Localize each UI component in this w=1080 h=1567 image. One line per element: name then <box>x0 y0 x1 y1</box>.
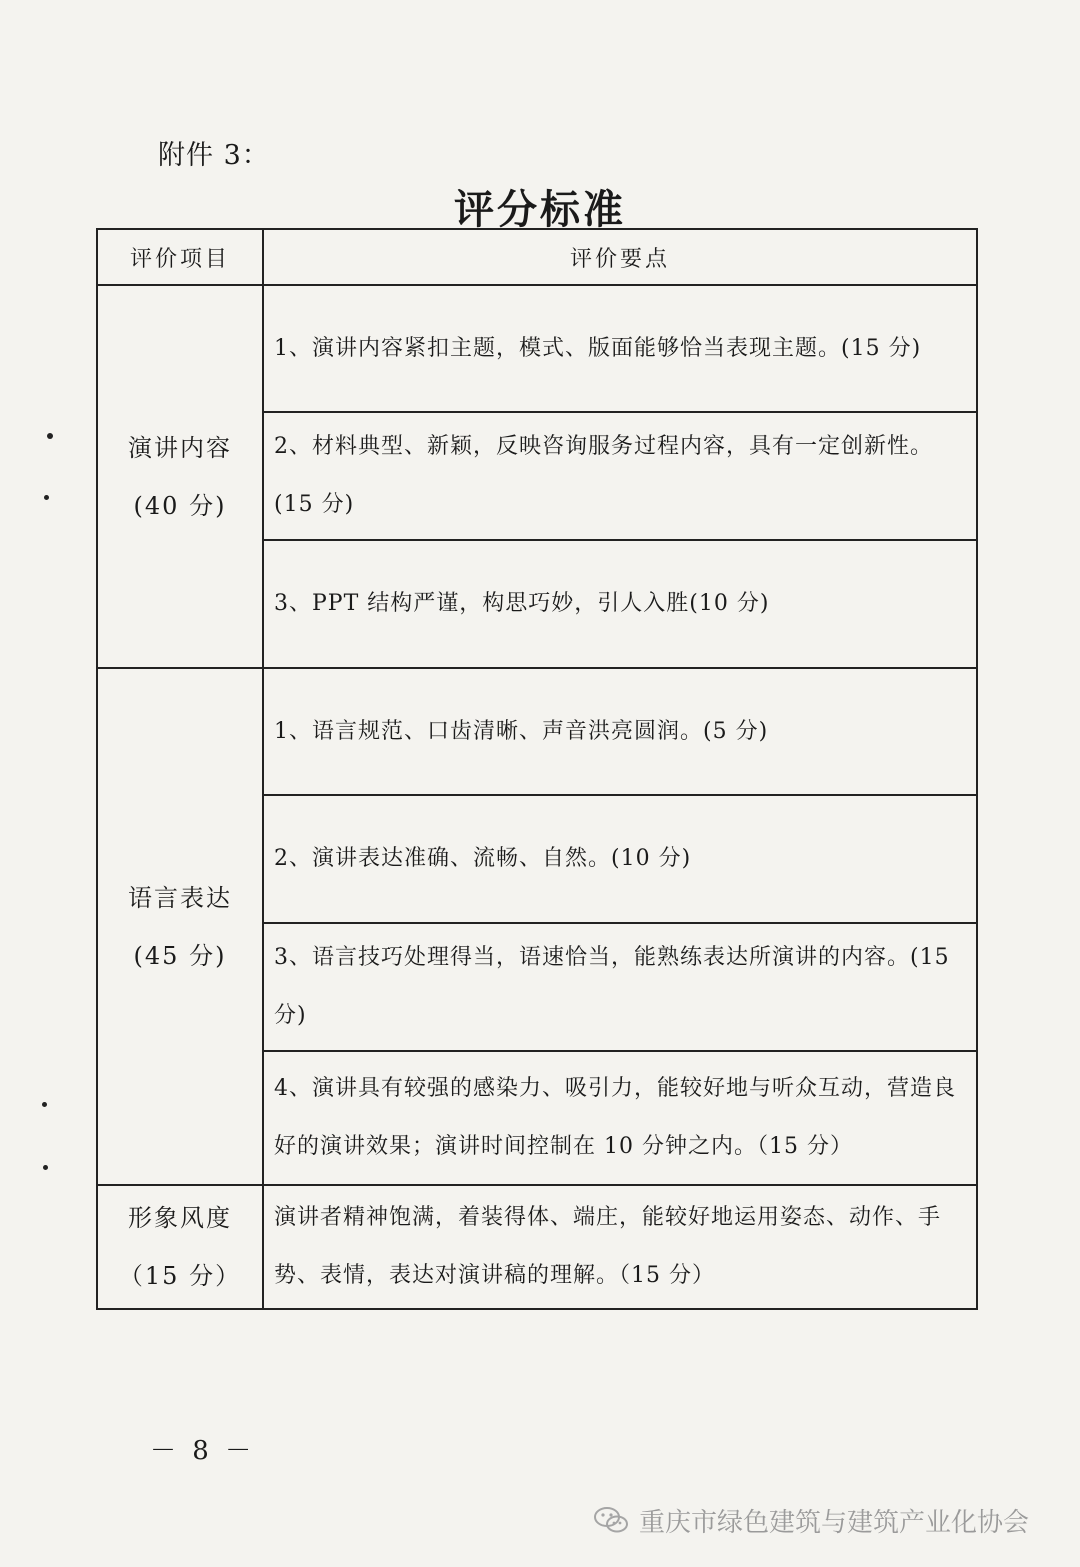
point-cell: 3、语言技巧处理得当，语速恰当，能熟练表达所演讲的内容。(15 分) <box>263 923 977 1051</box>
category-name: 语言表达 <box>128 883 232 912</box>
table-row <box>97 285 977 412</box>
point-cell: 4、演讲具有较强的感染力、吸引力，能较好地与听众互动，营造良好的演讲效果；演讲时间控制在 10 分钟之内。（15 分） <box>263 1051 977 1185</box>
scan-speck <box>42 1102 47 1107</box>
point-cell: 3、PPT 结构严谨，构思巧妙，引人入胜(10 分) <box>263 540 977 668</box>
table-row <box>97 1185 977 1309</box>
table-row <box>97 668 977 795</box>
point-cell: 1、语言规范、口齿清晰、声音洪亮圆润。(5 分) <box>263 668 977 795</box>
wechat-icon <box>593 1505 629 1535</box>
category-cell <box>97 285 263 668</box>
category-score: (40 分) <box>133 491 227 520</box>
scan-speck <box>44 495 49 500</box>
point-cell: 2、材料典型、新颖，反映咨询服务过程内容，具有一定创新性。(15 分) <box>263 412 977 540</box>
watermark <box>593 1500 1053 1540</box>
point-cell: 1、演讲内容紧扣主题，模式、版面能够恰当表现主题。(15 分) <box>263 285 977 412</box>
header-points: 评价要点 <box>263 229 977 285</box>
point-cell: 演讲者精神饱满，着装得体、端庄，能较好地运用姿态、动作、手势、表情，表达对演讲稿的理解。（15 分） <box>263 1185 977 1309</box>
category-cell <box>97 668 263 1185</box>
document-title: 评分标准 <box>454 186 626 233</box>
category-score: （15 分） <box>118 1262 242 1290</box>
page-number: － 8 － <box>150 1436 256 1466</box>
category-name: 演讲内容 <box>128 433 232 462</box>
table-header-row <box>97 229 977 285</box>
scan-speck <box>47 433 53 439</box>
category-score: (45 分) <box>133 941 227 970</box>
scoring-table <box>96 228 978 1310</box>
point-cell: 2、演讲表达准确、流畅、自然。(10 分) <box>263 795 977 923</box>
watermark-text: 重庆市绿色建筑与建筑产业化协会 <box>639 1507 1030 1538</box>
category-name: 形象风度 <box>128 1204 232 1232</box>
category-cell <box>97 1185 263 1309</box>
attachment-label: 附件 3： <box>158 140 270 171</box>
header-item: 评价项目 <box>97 229 263 285</box>
scan-speck <box>43 1165 48 1170</box>
